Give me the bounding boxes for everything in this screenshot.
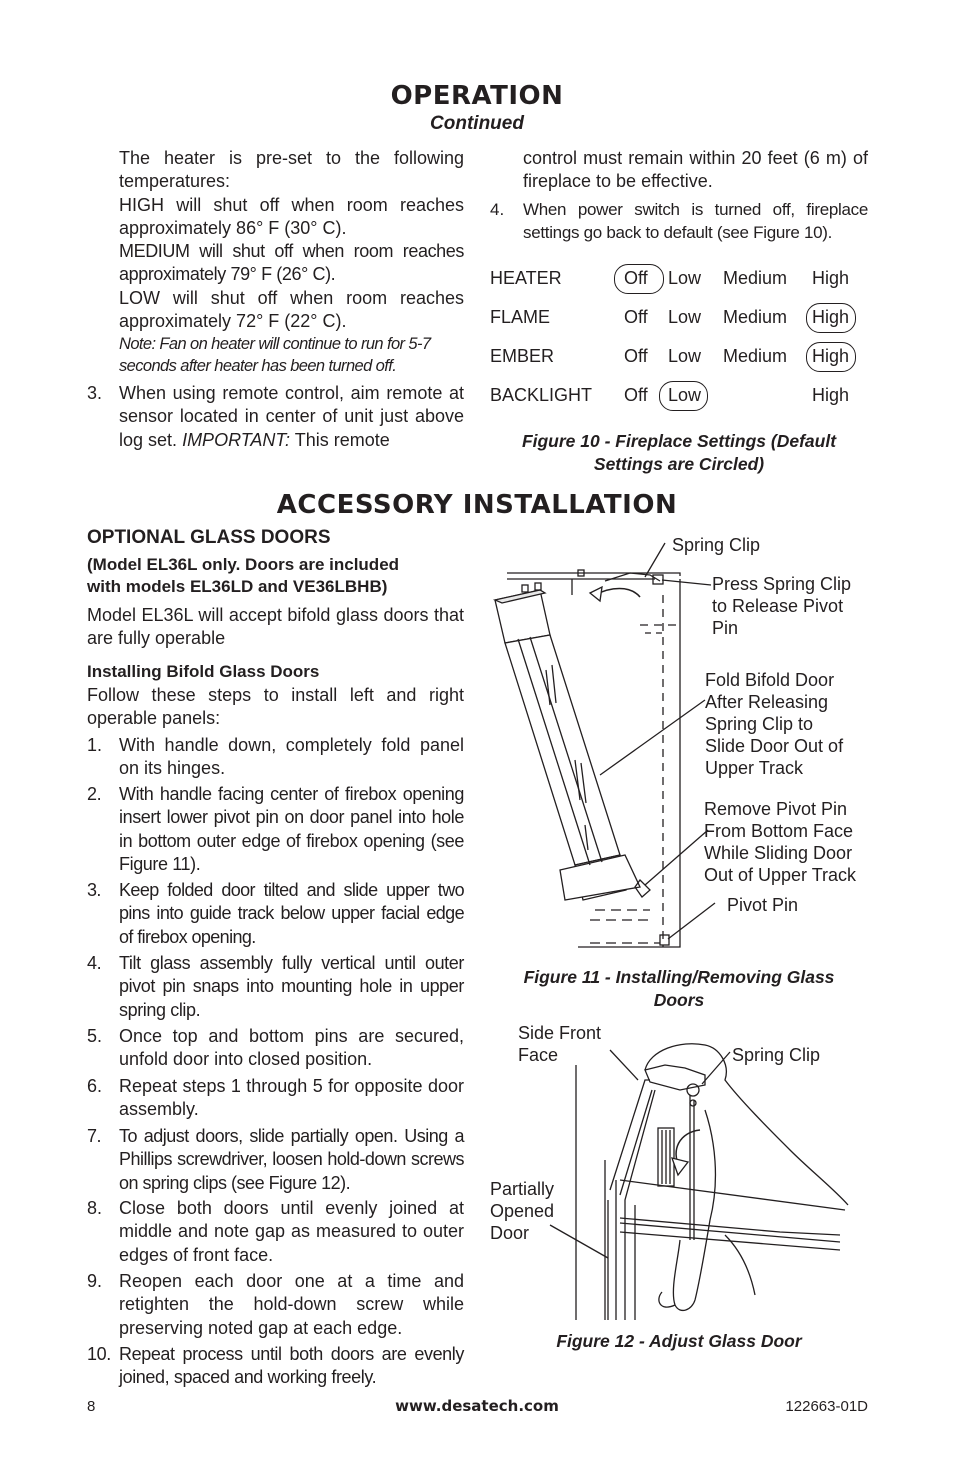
fig11-press-label: Press Spring Clip to Release Pivot Pin [712,574,852,638]
row-label: BACKLIGHT [490,385,593,405]
temps-high: HIGH will shut off when room reaches approximately 86° F (30° C). [119,194,464,238]
default-circle [806,342,856,372]
step-1: 1. With handle down, completely fold panel on its hinges. [87,735,464,779]
subsection-title: OPTIONAL GLASS DOORS [87,527,331,548]
installing-title: Installing Bifold Glass Doors [87,662,320,681]
installing-intro: Follow these steps to install left and right operable panels: [87,685,464,729]
step-8: 8. Close both doors until evenly joined at middle and note gap as measured to outer edges of front face. [87,1198,464,1265]
section-title: ACCESSORY INSTALLATION [276,490,678,520]
doc-number: 122663-01D [785,1398,868,1415]
figure-12-caption: Figure 12 - Adjust Glass Door [556,1331,802,1351]
temps-block [119,147,464,333]
figure-11-caption: Figure 11 - Installing/Removing Glass Doors [523,967,835,1010]
model-note: (Model EL36L only. Doors are included with models EL36LD and VE36LBHB) [87,555,400,596]
settings-table: HEATER Off Low Medium High FLAME Off Low Medium High EMBER Off Low Medium High BACKLIGHT Off Low High [490,264,870,414]
fig12-side-front-label: Side Front Face [518,1023,602,1065]
fig12-partial-label: Partially Opened Door [490,1179,555,1243]
step-2: 2. With handle facing center of firebox opening insert lower pivot pin on door panel into hole in bottom outer edge of firebox opening (see Figure 11). [87,784,464,874]
fig11-fold-label: Fold Bifold Door After Releasing Spring Clip to Slide Door Out of Upper Track [705,670,844,778]
step-4: 4. When power switch is turned off, fireplace settings go back to default (see Figure 10). [490,200,868,243]
step-3: 3. Keep folded door tilted and slide upper two pins into guide track below upper facial edge of firebox opening. [87,880,464,947]
default-circle [614,264,664,294]
row-label: EMBER [490,346,555,366]
fig11-spring-clip-label: Spring Clip [672,535,761,555]
page-title: OPERATION [390,81,564,111]
fig12-spring-clip-label: Spring Clip [732,1045,821,1065]
page-number: 8 [87,1398,96,1415]
row-label: HEATER [490,268,562,288]
step-7: 7. To adjust doors, slide partially open. Using a Phillips screwdriver, loosen hold-down screws on spring clips (see Figure 12). [87,1126,464,1193]
row-label: FLAME [490,307,551,327]
remote-range-text: control must remain within 20 feet (6 m) of fireplace to be effective. [523,148,868,192]
intro-text: Model EL36L will accept bifold glass doors that are fully operable [87,605,464,649]
step-9: 9. Reopen each door one at a time and retighten the hold-down screw while preserving noted gap at each edge. [87,1271,464,1338]
figure-10-caption: Figure 10 - Fireplace Settings (Default Settings are Circled) [521,431,837,474]
continued-label: Continued [430,113,524,134]
footer-url: www.desatech.com [395,1397,559,1415]
temps-medium: MEDIUM will shut off when room reaches approximately 79° F (26° C). [119,241,464,285]
step-6: 6. Repeat steps 1 through 5 for opposite door assembly. [87,1076,464,1120]
fan-note: Note: Fan on heater will continue to run for 5-7 seconds after heater has been turned off. [119,335,431,375]
default-circle [806,303,856,333]
step-4: 4. Tilt glass assembly fully vertical until outer pivot pin snaps into mounting hole in upper spring clip. [87,953,464,1020]
default-circle [659,381,708,411]
step-10: 10. Repeat process until both doors are evenly joined, spaced and working freely. [87,1344,464,1388]
fig11-pivot-pin-label: Pivot Pin [727,895,799,915]
temps-low: LOW will shut off when room reaches approximately 72° F (22° C). [119,287,464,332]
temps-intro: The heater is pre-set to the following temperatures: [119,148,464,192]
step-5: 5. Once top and bottom pins are secured, unfold door into closed position. [87,1026,464,1070]
fig11-remove-label: Remove Pivot Pin From Bottom Face While Sliding Door Out of Upper Track [704,799,857,885]
step-3: 3. When using remote control, aim remote at sensor located in center of unit just above log set. IMPORTANT: This remote [87,383,464,450]
